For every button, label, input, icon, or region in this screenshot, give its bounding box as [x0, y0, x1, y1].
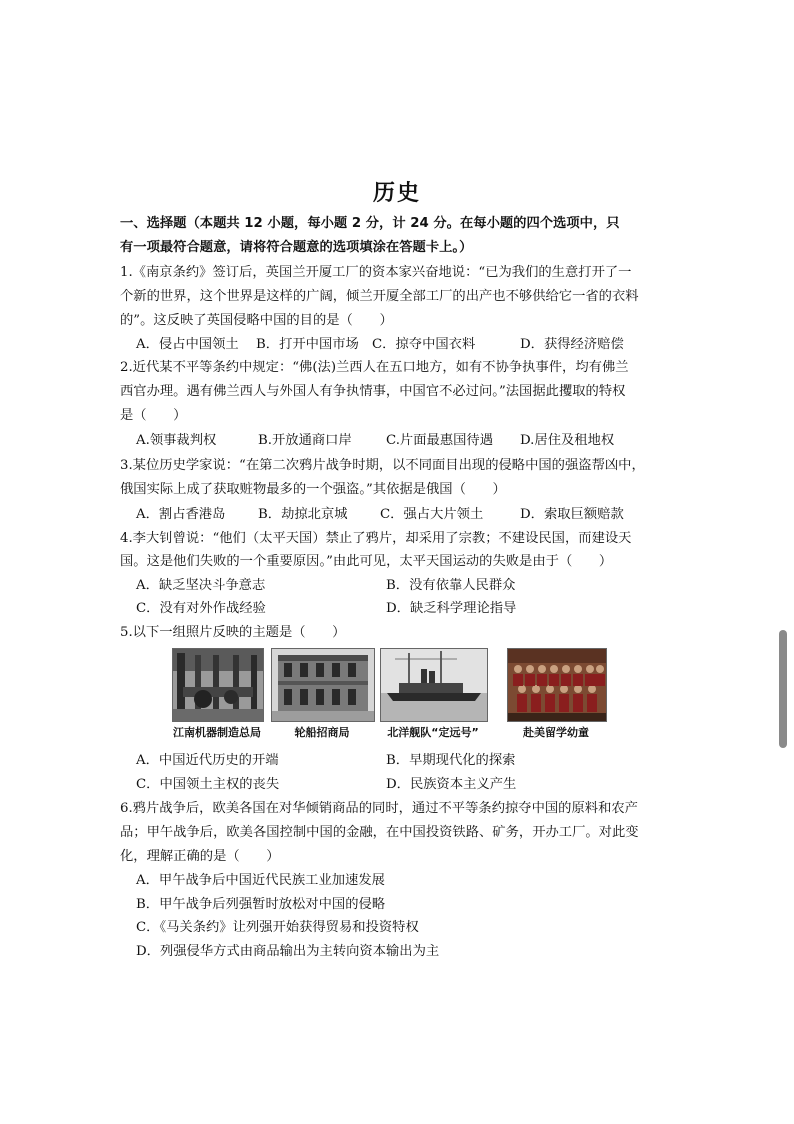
photo-caption-2: 轮船招商局 [294, 726, 350, 739]
q1-stem-line-3: 的”。这反映了英国侵略中国的目的是（ ） [120, 313, 393, 328]
q4-option-c: C．没有对外作战经验 [136, 601, 266, 616]
q3-option-c: C．强占大片领土 [380, 507, 484, 522]
q4-stem-line-1: 4.李大钊曾说：“他们（太平天国）禁止了鸦片，却采用了宗教；不建设民国，而建设天 [120, 531, 632, 546]
q2-option-a: A.领事裁判权 [136, 433, 217, 448]
section-heading-line-2: 有一项最符合题意，请将符合题意的选项填涂在答题卡上。） [120, 240, 473, 255]
photo-caption-4: 赴美留学幼童 [523, 726, 589, 739]
q1-stem-line-1: 1.《南京条约》签订后，英国兰开厦工厂的资本家兴奋地说：“已为我们的生意打开了一 [120, 265, 632, 280]
photo-students-to-america [507, 648, 607, 722]
q4-option-b: B．没有依靠人民群众 [386, 578, 516, 593]
section-heading-line-1: 一、选择题（本题共 12 小题，每小题 2 分，计 24 分。在每小题的四个选项中，只 [120, 216, 620, 231]
q2-option-d: D.居住及租地权 [520, 433, 615, 448]
q4-stem-line-2: 国。这是他们失败的一个重要原因。”由此可见，太平天国运动的失败是由于（ ） [120, 554, 613, 569]
q5-stem-line-1: 5.以下一组照片反映的主题是（ ） [120, 625, 346, 640]
q6-stem-line-2: 品；甲午战争后，欧美各国控制中国的金融，在中国投资铁路、矿务，开办工厂。对此变 [120, 825, 639, 840]
q2-option-b: B.开放通商口岸 [258, 433, 352, 448]
q4-option-d: D．缺乏科学理论指导 [386, 601, 517, 616]
q2-option-c: C.片面最惠国待遇 [386, 433, 494, 448]
page-title: 历史 [372, 181, 421, 206]
q1-option-a: A．侵占中国领土 [136, 337, 239, 352]
q5-option-b: B．早期现代化的探索 [386, 753, 516, 768]
q5-option-a: A．中国近代历史的开端 [136, 753, 279, 768]
q2-stem-line-3: 是（ ） [120, 408, 187, 423]
q3-stem-line-2: 俄国实际上成了获取赃物最多的一个强盗。”其依据是俄国（ ） [120, 482, 506, 497]
q5-option-c: C．中国领土主权的丧失 [136, 777, 280, 792]
q1-stem-line-2: 个新的世界，这个世界是这样的广阔，倾兰开厦全部工厂的出产也不够供给它一省的衣料 [120, 289, 639, 304]
q3-option-a: A．割占香港岛 [136, 507, 226, 522]
q6-stem-line-1: 6.鸦片战争后，欧美各国在对华倾销商品的同时，通过不平等条约掠夺中国的原料和农产 [120, 801, 638, 816]
photo-dingyuan-warship [380, 648, 488, 722]
q6-option-b: B．甲午战争后列强暂时放松对中国的侵略 [136, 897, 386, 912]
q3-stem-line-1: 3.某位历史学家说：“在第二次鸦片战争时期，以不同面目出现的侵略中国的强盗帮凶中， [120, 458, 645, 473]
q6-option-a: A．甲午战争后中国近代民族工业加速发展 [136, 873, 385, 888]
q3-option-d: D．索取巨额赔款 [520, 507, 624, 522]
q6-option-d: D．列强侵华方式由商品输出为主转向资本输出为主 [136, 944, 440, 959]
q6-option-c: C．《马关条约》让列强开始获得贸易和投资特权 [136, 920, 419, 935]
photo-china-merchants-building [271, 648, 375, 722]
q1-option-c: C．掠夺中国衣料 [372, 337, 476, 352]
q4-option-a: A．缺乏坚决斗争意志 [136, 578, 266, 593]
q6-stem-line-3: 化，理解正确的是（ ） [120, 849, 280, 864]
vertical-scrollbar[interactable] [779, 630, 787, 748]
q1-option-d: D．获得经济赔偿 [520, 337, 624, 352]
q2-stem-line-1: 2.近代某不平等条约中规定：“佛(法)兰西人在五口地方，如有不协争执事件，均有佛兰 [120, 360, 629, 375]
q3-option-b: B．劫掠北京城 [258, 507, 348, 522]
q1-option-b: B．打开中国市场 [256, 337, 359, 352]
q2-stem-line-2: 西官办理。遇有佛兰西人与外国人有争执情事，中国官不必过问。”法国据此攫取的特权 [120, 384, 626, 399]
q5-option-d: D．民族资本主义产生 [386, 777, 517, 792]
photo-jiangnan-arsenal [172, 648, 264, 722]
photo-caption-3: 北洋舰队“定远号” [387, 726, 479, 739]
photo-caption-1: 江南机器制造总局 [173, 726, 261, 739]
